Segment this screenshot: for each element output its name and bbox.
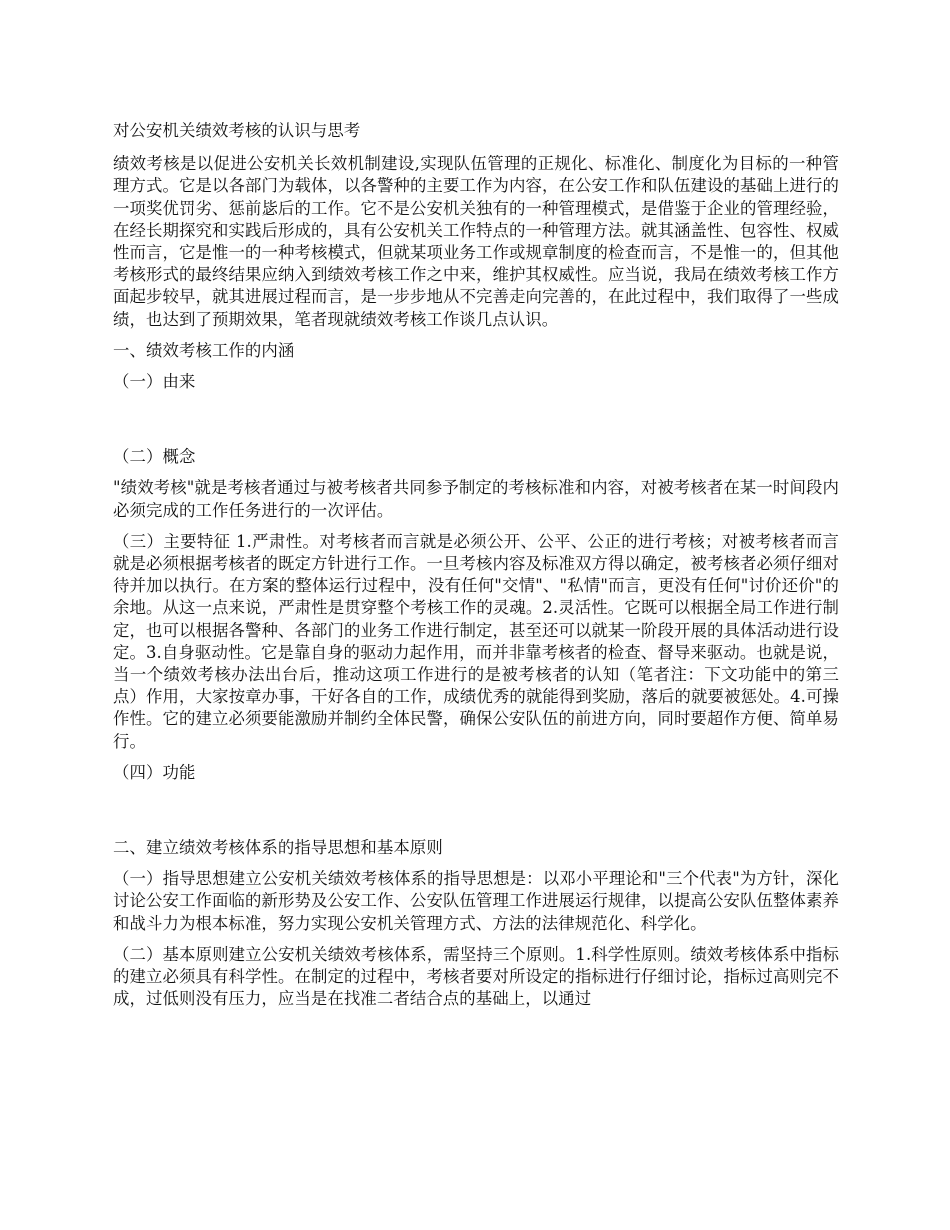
section-heading-1: 一、绩效考核工作的内涵 (113, 340, 295, 360)
document-title: 对公安机关绩效考核的认识与思考 (113, 121, 361, 140)
subheading-origin: （一）由来 (113, 372, 196, 392)
section-heading-2: 二、建立绩效考核体系的指导思想和基本原则 (113, 838, 443, 858)
document-body (113, 120, 839, 1011)
concept-paragraph: "绩效考核"就是考核者通过与被考核者共同参予制定的考核标准和内容，对被考核者在某一时间段内必须完成的工作任务进行的一次评估。 (113, 478, 839, 520)
subheading-function: （四）功能 (113, 762, 196, 782)
guiding-ideology-paragraph: （一）指导思想建立公安机关绩效考核体系的指导思想是：以邓小平理论和"三个代表"为方针，深化讨论公安工作面临的新形势及公安工作、公安队伍管理工作进展运行规律，以提高公安队伍整体素养和战斗力为根本标准，努力实现公安机关管理方式、方法的法律规范化、科学化。 (113, 869, 839, 933)
subheading-concept: （二）概念 (113, 447, 196, 467)
basic-principles-paragraph: （二）基本原则建立公安机关绩效考核体系，需坚持三个原则。1.科学性原则。绩效考核体系中指标的建立必须具有科学性。在制定的过程中，考核者要对所设定的指标进行仔细讨论，指标过高则完不成，过低则没有压力，应当是在找准二者结合点的基础上，以通过 (113, 944, 839, 1009)
intro-paragraph: 绩效考核是以促进公安机关长效机制建设,实现队伍管理的正规化、标准化、制度化为目标的一种管理方式。它是以各部门为载体，以各警种的主要工作为内容，在公安工作和队伍建设的基础上进行的一项奖优罚劣、惩前毖后的工作。它不是公安机关独有的一种管理模式，是借鉴于企业的管理经验，在经长期探究和实践后形成的，具有公安机关工作特点的一种管理方法。就其涵盖性、包容性、权威性而言，它是惟一的一种考核模式，但就某项业务工作或规章制度的检查而言，不是惟一的，但其他考核形式的最终结果应纳入到绩效考核工作之中来，维护其权威性。应当说，我局在绩效考核工作方面起步较早，就其进展过程而言，是一步步地从不完善走向完善的，在此过程中，我们取得了一些成绩，也达到了预期效果，笔者现就绩效考核工作谈几点认识。 (113, 154, 839, 329)
features-paragraph: （三）主要特征 1.严肃性。对考核者而言就是必须公开、公平、公正的进行考核；对被考核者而言就是必须根据考核者的既定方针进行工作。一旦考核内容及标准双方得以确定，被考核者必须仔细对待并加以执行。在方案的整体运行过程中，没有任何"交情"、"私情"而言，更没有任何"讨价还价"的余地。从这一点来说，严肃性是贯穿整个考核工作的灵魂。2.灵活性。它既可以根据全局工作进行制定，也可以根据各警种、各部门的业务工作进行制定，甚至还可以就某一阶段开展的具体活动进行设定。3.自身驱动性。它是靠自身的驱动力起作用，而并非靠考核者的检查、督导来驱动。也就是说，当一个绩效考核办法出台后，推动这项工作进行的是被考核者的认知（笔者注：下文功能中的第三点）作用，大家按章办事，干好各自的工作，成绩优秀的就能得到奖励，落后的就要被惩处。4.可操作性。它的建立必须要能激励并制约全体民警，确保公安队伍的前进方向，同时要超作方便、简单易行。 (113, 531, 839, 751)
